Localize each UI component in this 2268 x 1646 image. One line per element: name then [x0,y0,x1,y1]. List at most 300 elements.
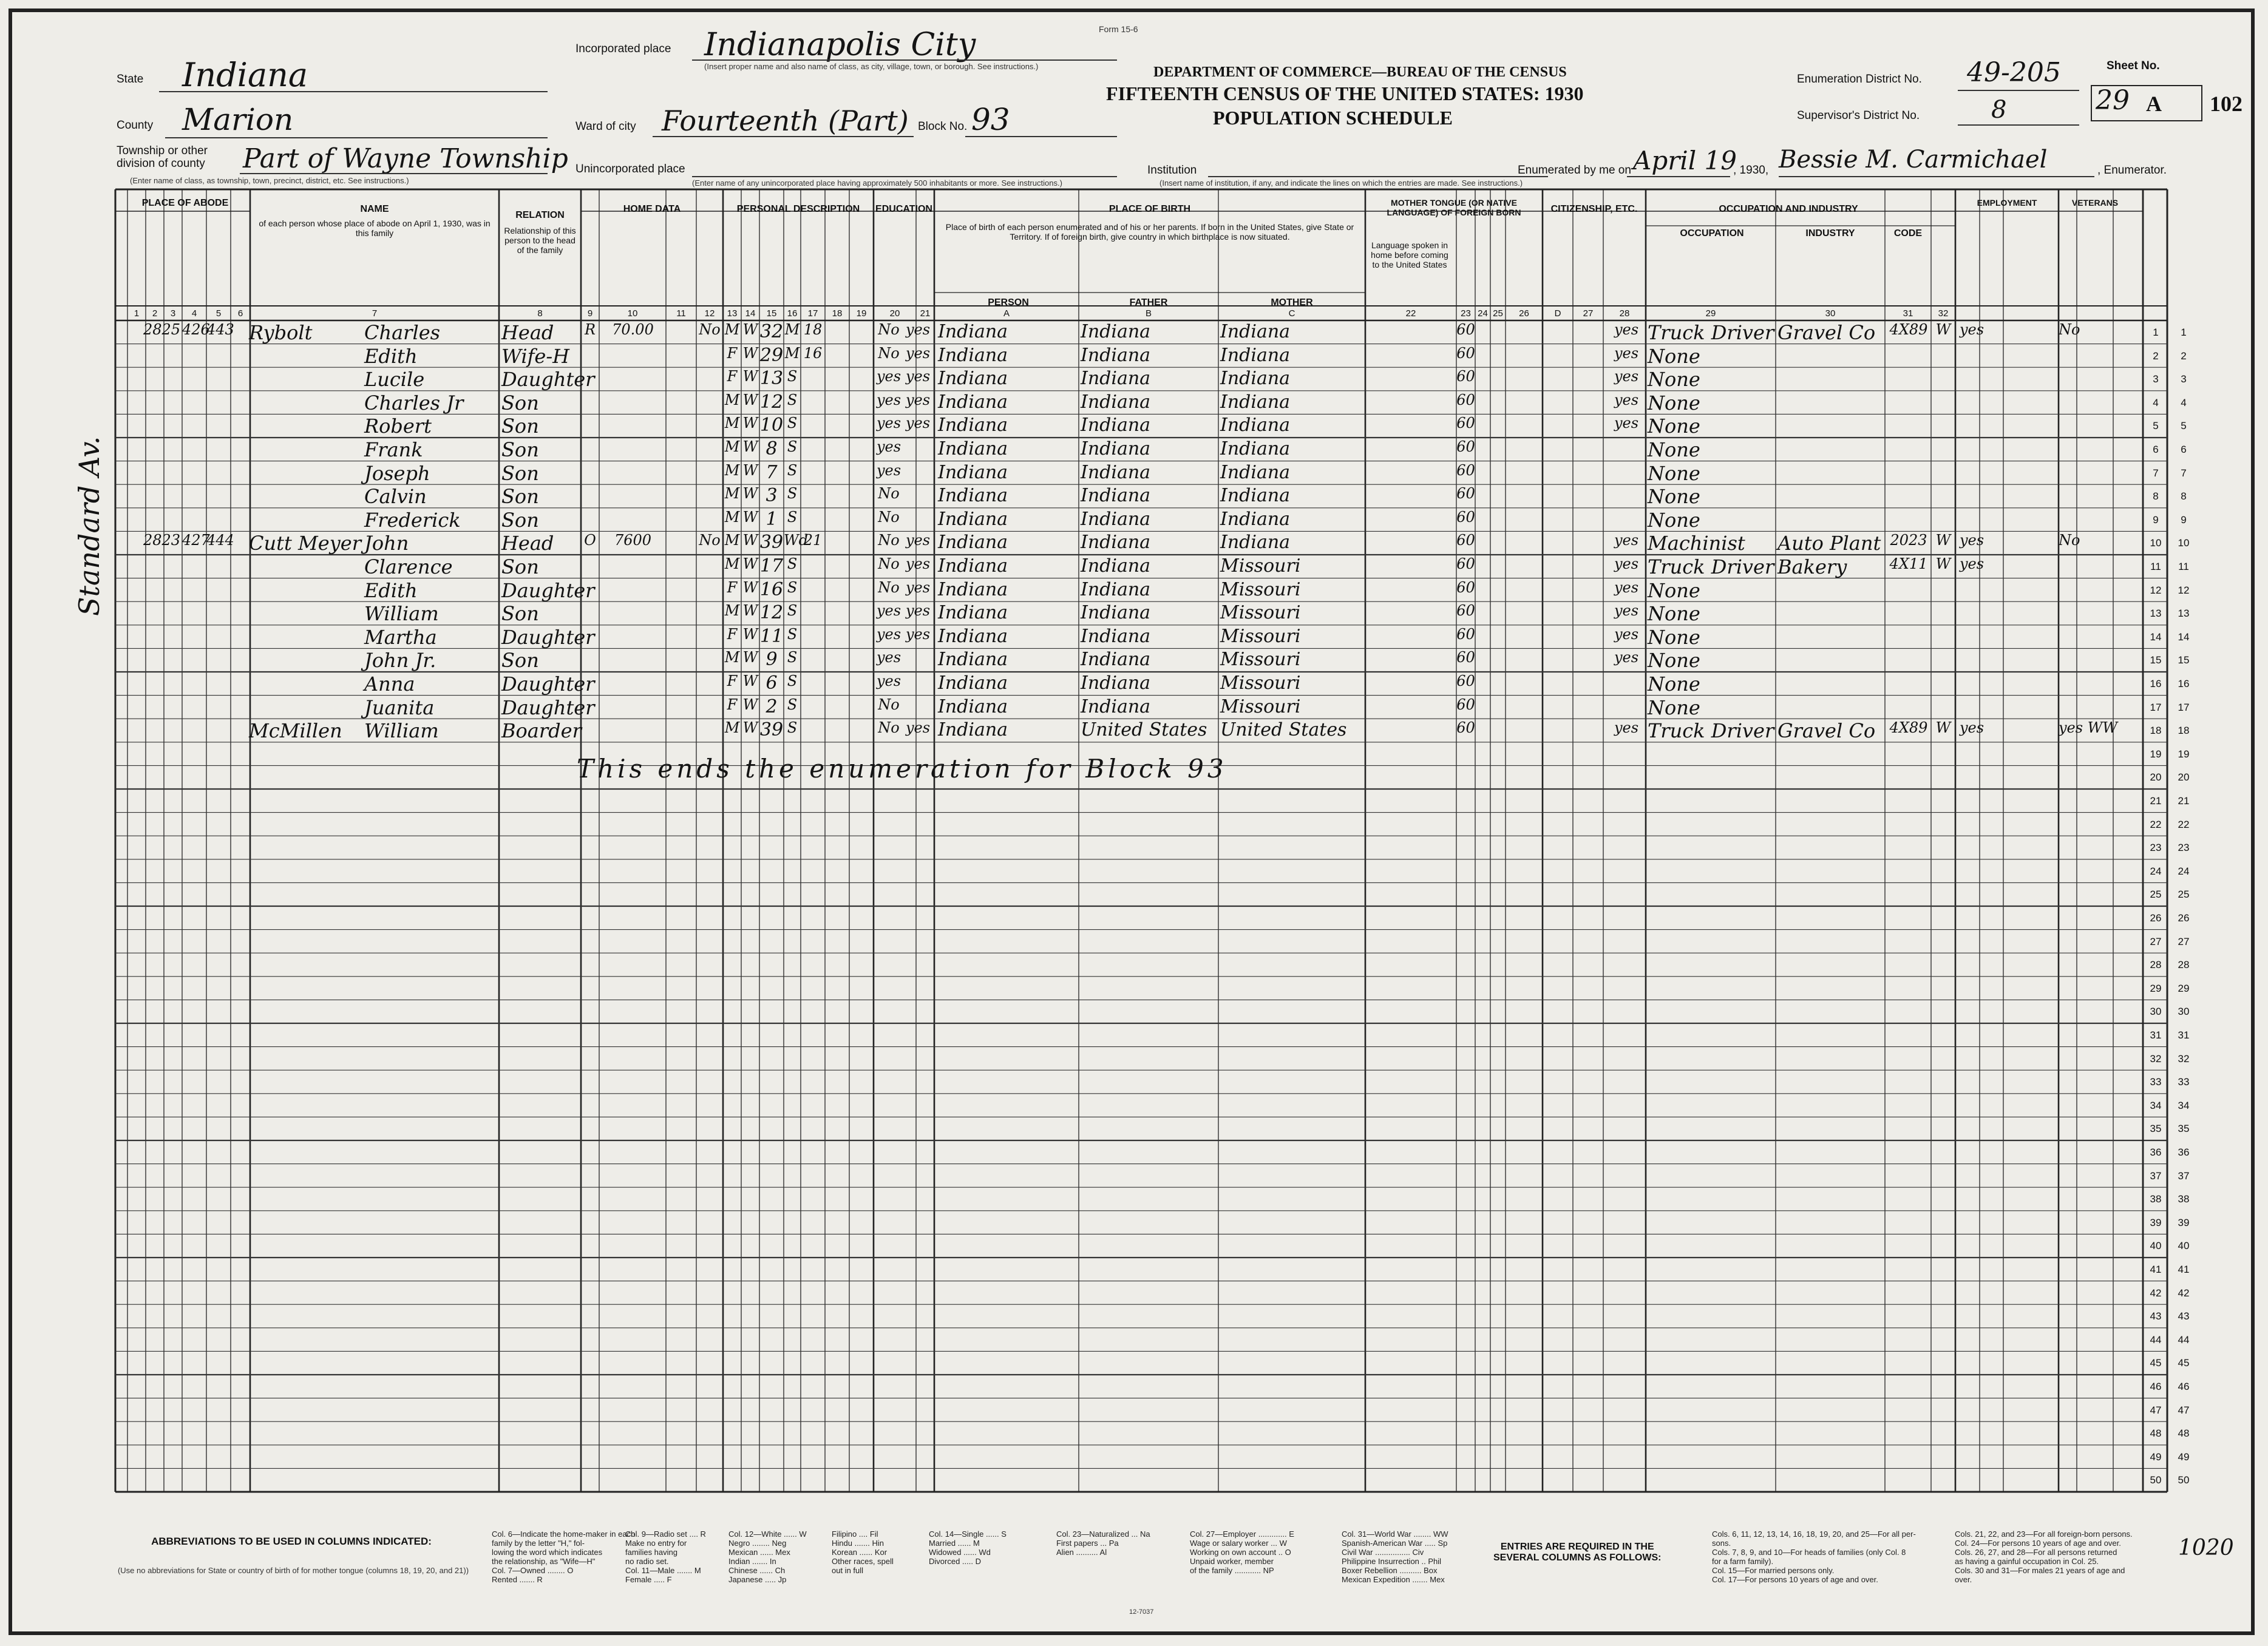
cell-occupation: Truck Driver [1648,719,1774,743]
census-title: FIFTEENTH CENSUS OF THE UNITED STATES: 1930 [1106,83,1584,104]
unincorporated-note: (Enter name of any unincorporated place having approximately 500 inhabitants or more. See instructions.) [692,178,1062,188]
cell-family: 444 [206,532,234,549]
supervisor-label: Supervisor's District No. [1797,109,1920,122]
line-number-left: 18 [2150,725,2162,737]
cell-code: 60 [1456,415,1475,432]
column-number: C [1288,308,1295,319]
cell-age: 9 [766,649,778,671]
cell-read: yes [905,415,931,432]
cell-occupation: None [1648,485,1700,509]
cell-race: W [742,625,758,643]
line-number-right: 37 [2178,1170,2190,1182]
column-number: 17 [807,308,818,319]
enumerated-date: April 19 [1633,146,1737,175]
cell-race: W [742,508,758,526]
sheet-label: Sheet No. [2107,59,2160,72]
header-occupation-industry: OCCUPATION AND INDUSTRY [1719,204,1858,214]
line-number-left: 21 [2150,795,2162,807]
line-number-right: 42 [2178,1287,2190,1299]
cell-occ-code: 4X11 [1889,555,1928,572]
cell-given: John [364,532,409,555]
cell-race: W [742,719,758,737]
sheet-letter: A [2146,92,2162,116]
cell-father: Indiana [1081,649,1151,671]
cell-birth: Indiana [938,368,1008,390]
cell-surname: Rybolt [249,321,313,344]
line-number-right: 44 [2178,1333,2190,1346]
cell-sex: M [724,415,740,432]
cell-relation: Son [501,391,539,415]
cell-read: yes [905,602,931,620]
cell-relation: Son [501,461,539,485]
cell-code: 60 [1456,391,1475,408]
enumerator-name: Bessie M. Carmichael [1779,146,2048,174]
cell-school: yes [876,672,901,689]
cell-relation: Daughter [501,368,595,391]
cell-age: 10 [759,415,784,436]
header-father: FATHER [1129,297,1168,308]
cell-birth: Indiana [938,672,1008,694]
abbrev-block-radio: Col. 9—Radio set .... R Make no entry for families having no radio set. Col. 11—Male ....... M Female ..... F [625,1529,706,1584]
cell-marital: S [787,368,798,385]
county-label: County [117,119,154,132]
cell-given: Charles [364,321,441,344]
cell-birth: Indiana [938,415,1008,436]
line-number-right: 33 [2178,1076,2190,1088]
cell-tenure: O [584,532,596,549]
line-number-left: 10 [2150,537,2162,549]
column-number: 27 [1583,308,1594,319]
cell-mother: Missouri [1220,649,1301,671]
line-number-right: 40 [2178,1240,2190,1252]
column-number: 18 [832,308,843,319]
cell-code: 60 [1456,602,1475,620]
cell-value: 70.00 [612,321,654,338]
line-number-left: 31 [2150,1029,2162,1041]
line-number-right: 20 [2178,771,2190,784]
enumerated-label: Enumerated by me on [1518,164,1631,177]
cell-marital: Wd [784,532,809,549]
column-number: 12 [704,308,715,319]
column-number: 5 [216,308,222,319]
enum-district-value: 49-205 [1967,57,2061,88]
column-number: 26 [1519,308,1529,319]
township-note: (Enter name of class, as township, town, precinct, district, etc. See instructions.) [130,176,409,185]
column-number: 15 [766,308,777,319]
cell-industry: Auto Plant [1777,532,1881,555]
cell-age: 7 [766,461,778,483]
ward-label: Ward of city [575,120,636,133]
header-employment: EMPLOYMENT [1977,198,2037,208]
cell-age: 12 [759,602,784,624]
cell-sex: F [727,344,738,362]
column-number: 29 [1705,308,1716,319]
cell-age: 3 [766,485,778,507]
abbrev-block-race: Col. 12—White ...... W Negro ........ Neg Mexican ...... Mex Indian ....... In Chinese ...... Ch Japanese ..... Jp [728,1529,807,1584]
cell-code: 60 [1456,321,1475,338]
cell-occupation: None [1648,602,1700,626]
header-relation-desc: Relationship of this person to the head of the family [504,226,576,255]
cell-birth: Indiana [938,438,1008,459]
abbrev-note: (Use no abbreviations for State or country of birth of for mother tongue (columns 18, 19, 20, and 21)) [117,1566,469,1575]
line-number-right: 21 [2178,795,2190,807]
cell-father: Indiana [1081,555,1151,577]
header-veterans: VETERANS [2071,198,2119,208]
cell-marital: S [787,438,798,455]
header-name: NAME [360,204,389,214]
cell-sex: M [724,508,740,526]
cell-race: W [742,391,758,408]
cell-birth: Indiana [938,719,1008,741]
line-number-left: 37 [2150,1170,2162,1182]
cell-race: W [742,555,758,572]
cell-english: yes [1614,368,1639,385]
column-number: 1 [134,308,140,319]
cell-father: United States [1081,719,1207,741]
header-education: EDUCATION [875,204,932,214]
cell-given: William [364,602,439,626]
cell-mother: Indiana [1220,321,1291,342]
cell-given: Lucile [364,368,425,391]
cell-sex: F [727,672,738,689]
cell-relation: Daughter [501,578,595,602]
header-birth-desc: Place of birth of each person enumerated and of his or her parents. If born in the United States, give State or Territory. If of foreign birth, give country in which birthplace is now situated. [945,222,1354,242]
cell-given: John Jr. [364,649,436,672]
cell-occupation: None [1648,461,1700,485]
cell-relation: Son [501,602,539,626]
cell-mother: Indiana [1220,368,1291,390]
cell-school: yes [876,625,901,643]
cell-relation: Son [501,485,539,509]
cell-birth: Indiana [938,321,1008,342]
line-number-left: 40 [2150,1240,2162,1252]
header-mother: MOTHER [1271,297,1313,308]
township-label: Township or other division of county [117,144,208,170]
cell-english: yes [1614,532,1639,549]
line-number-left: 49 [2150,1451,2162,1463]
cell-school: yes [876,368,901,385]
header-personal-description: PERSONAL DESCRIPTION [736,204,860,214]
line-number-left: 25 [2150,889,2162,901]
cell-vet: No [2059,321,2080,338]
cell-mother: Missouri [1220,625,1301,647]
cell-english: yes [1614,391,1639,408]
abbrev-block-veterans: Col. 31—World War ........ WW Spanish-American War ..... Sp Civil War ................ Civ Philippine Insurrection .. Phil Boxer Rebellion .......... Box Mexican Expedition ....... Mex [1342,1529,1448,1584]
cell-sex: M [724,532,740,549]
cell-race: W [742,321,758,338]
cell-code: 60 [1456,719,1475,737]
cell-occupation: None [1648,438,1700,461]
column-number: 28 [1619,308,1630,319]
cell-father: Indiana [1081,696,1151,717]
cell-father: Indiana [1081,321,1151,342]
cell-father: Indiana [1081,485,1151,507]
line-number-left: 20 [2150,771,2162,784]
line-number-left: 38 [2150,1193,2162,1205]
abbrev-block-naturalization: Col. 23—Naturalized ... Na First papers ... Pa Alien .......... Al [1056,1529,1150,1557]
line-number-right: 11 [2178,561,2189,572]
cell-occupation: None [1648,672,1700,696]
header-language-desc: Language spoken in home before coming to the United States [1371,240,1448,269]
line-number-right: 38 [2178,1193,2190,1205]
header-place-of-abode: PLACE OF ABODE [141,198,229,208]
line-number-right: 49 [2178,1451,2190,1463]
cell-occupation: None [1648,368,1700,391]
column-number: 16 [787,308,798,319]
cell-english: yes [1614,602,1639,620]
institution-note: (Insert name of institution, if any, and indicate the lines on which the entries are made. See instructions.) [1159,178,1523,188]
line-number-left: 27 [2150,935,2162,947]
cell-birth: Indiana [938,461,1008,483]
cell-age-mar: 18 [803,321,823,338]
cell-marital: S [787,415,798,432]
line-number-right: 26 [2178,912,2190,924]
line-number-right: 43 [2178,1310,2190,1323]
cell-mother: Missouri [1220,696,1301,717]
state-value: Indiana [182,56,308,94]
line-number-right: 36 [2178,1146,2190,1158]
cell-birth: Indiana [938,344,1008,366]
line-number-right: 19 [2178,748,2190,760]
column-number: D [1554,308,1561,319]
cell-sex: M [724,719,740,737]
cell-marital: S [787,696,798,713]
cell-read: yes [905,532,931,549]
line-number-left: 3 [2153,373,2159,385]
cell-birth: Indiana [938,485,1008,507]
line-number-right: 1 [2181,327,2187,338]
cell-sex: F [727,625,738,643]
ward-value: Fourteenth (Part) [662,104,909,137]
cell-relation: Wife-H [501,344,570,368]
column-number: B [1145,308,1152,319]
cell-class: W [1935,719,1951,737]
cell-relation: Son [501,415,539,438]
cell-school: No [878,321,900,338]
line-number-right: 14 [2178,631,2190,643]
cell-birth: Indiana [938,649,1008,671]
column-number: 13 [727,308,738,319]
cell-english: yes [1614,321,1639,338]
cell-age: 1 [766,508,778,530]
cell-given: Anna [364,672,415,696]
line-number-left: 29 [2150,982,2162,994]
column-number: 22 [1405,308,1416,319]
line-number-left: 30 [2150,1006,2162,1018]
line-number-left: 4 [2153,396,2159,408]
cell-birth: Indiana [938,696,1008,717]
cell-age: 17 [759,555,784,577]
line-number-left: 13 [2150,608,2162,620]
line-number-left: 41 [2150,1264,2162,1275]
cell-english: yes [1614,625,1639,643]
incorporated-value: Indianapolis City [704,27,976,63]
cell-code: 60 [1456,508,1475,526]
cell-father: Indiana [1081,344,1151,366]
cell-school: No [878,344,900,362]
cell-marital: S [787,391,798,408]
cell-occupation: None [1648,415,1700,438]
cell-school: yes [876,415,901,432]
header-place-of-birth: PLACE OF BIRTH [1109,204,1191,214]
cell-relation: Daughter [501,625,595,649]
cell-relation: Son [501,555,539,578]
cell-relation: Daughter [501,672,595,696]
line-number-left: 23 [2150,842,2162,854]
cell-code: 60 [1456,672,1475,689]
cell-relation: Son [501,438,539,461]
line-number-right: 2 [2181,350,2187,362]
cell-read: yes [905,368,931,385]
cell-age: 8 [766,438,778,459]
line-number-right: 48 [2178,1428,2190,1440]
line-number-right: 47 [2178,1404,2190,1416]
line-number-right: 29 [2178,982,2190,994]
line-number-left: 22 [2150,818,2162,830]
cell-age: 39 [759,719,784,741]
column-number: 10 [627,308,638,319]
cell-mother: Indiana [1220,508,1291,530]
cell-mother: Indiana [1220,438,1291,459]
cell-given: Joseph [364,461,430,485]
cell-race: W [742,696,758,713]
cell-mother: Missouri [1220,602,1301,624]
cell-birth: Indiana [938,391,1008,413]
cell-age: 13 [759,368,784,390]
line-number-left: 5 [2153,420,2159,432]
cell-marital: M [784,321,800,338]
cell-mother: Indiana [1220,461,1291,483]
cell-mother: Indiana [1220,415,1291,436]
line-number-left: 19 [2150,748,2162,760]
line-number-left: 50 [2150,1474,2162,1486]
column-number: 20 [889,308,900,319]
cell-occ-code: 4X89 [1889,321,1928,338]
cell-given: Juanita [364,696,435,719]
cell-father: Indiana [1081,578,1151,600]
line-number-right: 23 [2178,842,2190,854]
cell-age: 32 [759,321,784,342]
cell-dwelling: 427 [182,532,210,549]
cell-birth: Indiana [938,625,1008,647]
line-number-left: 7 [2153,467,2159,479]
line-number-left: 44 [2150,1333,2162,1346]
line-number-right: 39 [2178,1216,2190,1228]
cell-occupation: None [1648,391,1700,415]
cell-occupation: Machinist [1648,532,1745,555]
line-number-right: 50 [2178,1474,2190,1486]
cell-mother: Missouri [1220,555,1301,577]
cell-english: yes [1614,415,1639,432]
cell-father: Indiana [1081,508,1151,530]
cell-class: W [1935,532,1951,549]
cell-sex: M [724,461,740,479]
cell-house: 2825 [143,321,181,338]
cell-school: No [878,555,900,572]
line-number-right: 8 [2181,490,2187,503]
cell-value: 7600 [614,532,652,549]
column-number: 9 [587,308,593,319]
cell-birth: Indiana [938,508,1008,530]
line-number-left: 26 [2150,912,2162,924]
entries-block-1: Cols. 6, 11, 12, 13, 14, 16, 18, 19, 20, and 25—For all per- sons. Cols. 7, 8, 9, and 10—For heads of families (only Col. 8 for a farm family). Col. 15—For married persons only. Col. 17—For persons 10 years of age and over. [1712,1529,1916,1584]
cell-work: yes [1959,321,1984,338]
cell-father: Indiana [1081,625,1151,647]
column-number: A [1003,308,1010,319]
line-number-left: 11 [2150,561,2161,572]
cell-relation: Head [501,321,554,344]
header-mother-tongue: MOTHER TONGUE (OR NATIVE LANGUAGE) OF FOREIGN BORN [1387,198,1521,217]
cell-vet: yes WW [2059,719,2118,737]
cell-sex: M [724,555,740,572]
cell-code: 60 [1456,696,1475,713]
cell-sex: F [727,368,738,385]
cell-birth: Indiana [938,602,1008,624]
cell-given: Frank [364,438,423,461]
cell-given: Frederick [364,508,461,532]
header-citizenship: CITIZENSHIP, ETC. [1550,204,1638,214]
cell-race: W [742,578,758,596]
entries-title: ENTRIES ARE REQUIRED IN THE SEVERAL COLUMNS AS FOLLOWS: [1493,1542,1662,1563]
cell-mother: Indiana [1220,391,1291,413]
line-number-left: 15 [2150,654,2162,666]
incorporated-note: (Insert proper name and also name of class, as city, village, town, or borough. See instructions.) [704,62,1039,71]
cell-english: yes [1614,578,1639,596]
cell-relation: Son [501,508,539,532]
cell-read: yes [905,625,931,643]
cell-race: W [742,649,758,666]
line-number-right: 13 [2178,608,2190,620]
cell-family: 443 [206,321,234,338]
cell-read: yes [905,321,931,338]
cell-code: 60 [1456,368,1475,385]
line-number-right: 22 [2178,818,2190,830]
cell-father: Indiana [1081,415,1151,436]
cell-code: 60 [1456,578,1475,596]
cell-code: 60 [1456,485,1475,503]
cell-given: Edith [364,578,418,602]
line-number-left: 45 [2150,1357,2162,1369]
cell-tenure: R [584,321,596,338]
cell-sex: M [724,649,740,666]
cell-occupation: Truck Driver [1648,555,1774,578]
cell-age: 6 [766,672,778,694]
cell-mother: Missouri [1220,578,1301,600]
cell-school: No [878,485,900,503]
line-number-left: 16 [2150,678,2162,689]
cell-birth: Indiana [938,555,1008,577]
cell-given: Robert [364,415,432,438]
cell-race: W [742,602,758,620]
cell-code: 60 [1456,625,1475,643]
line-number-left: 47 [2150,1404,2162,1416]
cell-race: W [742,438,758,455]
line-number-left: 34 [2150,1099,2162,1111]
cell-father: Indiana [1081,391,1151,413]
line-number-right: 18 [2178,725,2190,737]
line-number-right: 16 [2178,678,2190,689]
cell-mother: Indiana [1220,532,1291,554]
line-number-right: 24 [2178,865,2190,877]
corner-stamp: 102 [2210,92,2243,116]
block-label: Block No. [918,120,968,133]
column-number: 7 [372,308,378,319]
cell-school: yes [876,438,901,455]
line-number-right: 15 [2178,654,2190,666]
incorporated-label: Incorporated place [575,42,671,55]
column-number: 25 [1493,308,1503,319]
enum-district-label: Enumeration District No. [1797,73,1922,86]
